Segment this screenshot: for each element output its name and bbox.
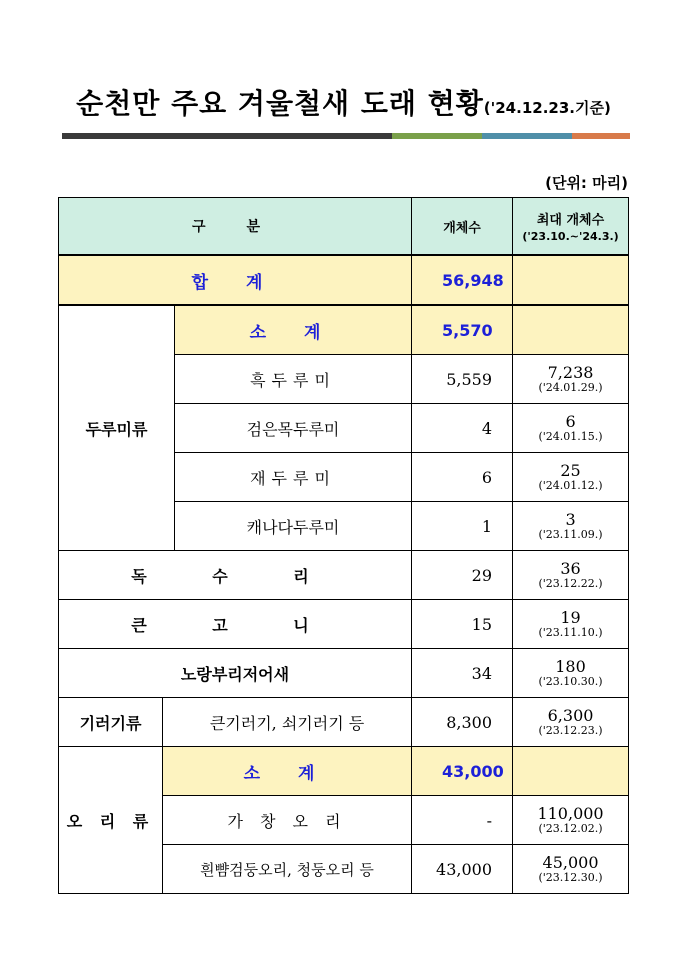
title-underline — [62, 133, 630, 139]
species-max — [513, 551, 629, 600]
table-row — [59, 600, 629, 649]
total-max — [513, 255, 629, 305]
total-label: 합 계 — [59, 255, 412, 305]
max-value: 45,000 — [542, 852, 599, 872]
crane-subtotal-count: 5,570 — [412, 305, 513, 355]
species-count: - — [412, 796, 513, 845]
total-row — [59, 255, 629, 305]
crane-subtotal-label: 소 계 — [175, 305, 412, 355]
max-date: ('23.12.02.) — [538, 821, 603, 835]
duck-subtotal-max — [513, 747, 629, 796]
max-date: ('23.12.22.) — [538, 576, 603, 590]
unit-label: (단위: 마리) — [545, 174, 628, 192]
species-max — [513, 698, 629, 747]
species-count: 1 — [412, 502, 513, 551]
species-name: 흑두루미 — [175, 355, 412, 404]
header-category: 구 분 — [59, 198, 412, 256]
species-count: 34 — [412, 649, 513, 698]
table-row — [59, 649, 629, 698]
page-title — [0, 82, 687, 122]
header-row — [59, 198, 629, 256]
species-name: 검은목두루미 — [175, 404, 412, 453]
group-duck: 오 리 류 — [59, 747, 163, 894]
table-row — [59, 698, 629, 747]
total-count: 56,948 — [412, 255, 513, 305]
species-name: 독 수 리 — [59, 551, 412, 600]
max-value: 36 — [560, 558, 581, 578]
underline-segment-dark — [62, 133, 392, 139]
species-max — [513, 453, 629, 502]
species-name: 캐나다두루미 — [175, 502, 412, 551]
species-name: 큰 고 니 — [59, 600, 412, 649]
species-count: 43,000 — [412, 845, 513, 894]
header-count: 개체수 — [412, 198, 513, 256]
species-count: 5,559 — [412, 355, 513, 404]
max-date: ('24.01.15.) — [538, 429, 603, 443]
bird-count-table — [58, 197, 629, 894]
max-date: ('23.11.09.) — [538, 527, 603, 541]
title-date: ('24.12.23.기준) — [483, 99, 611, 117]
crane-subtotal-row — [59, 305, 629, 355]
max-value: 19 — [560, 607, 581, 627]
species-max — [513, 404, 629, 453]
species-count: 6 — [412, 453, 513, 502]
table-row — [59, 551, 629, 600]
max-date: ('23.12.30.) — [538, 870, 603, 884]
max-date: ('24.01.29.) — [538, 380, 603, 394]
max-date: ('23.10.30.) — [538, 674, 603, 688]
max-date: ('23.11.10.) — [538, 625, 603, 639]
group-crane: 두루미류 — [59, 305, 175, 551]
max-value: 3 — [565, 509, 576, 529]
group-goose: 기러기류 — [59, 698, 163, 747]
title-main: 순천만 주요 겨울철새 도래 현황 — [76, 87, 484, 120]
max-value: 6 — [565, 411, 576, 431]
crane-subtotal-max — [513, 305, 629, 355]
max-value: 180 — [555, 656, 586, 676]
duck-subtotal-label: 소 계 — [163, 747, 412, 796]
species-name: 큰기러기, 쇠기러기 등 — [163, 698, 412, 747]
species-count: 15 — [412, 600, 513, 649]
species-name: 재두루미 — [175, 453, 412, 502]
species-name: 가 창 오 리 — [163, 796, 412, 845]
max-date: ('23.12.23.) — [538, 723, 603, 737]
species-count: 4 — [412, 404, 513, 453]
underline-segment-green — [392, 133, 482, 139]
duck-subtotal-count: 43,000 — [412, 747, 513, 796]
max-value: 25 — [560, 460, 581, 480]
underline-segment-blue — [482, 133, 572, 139]
species-max — [513, 649, 629, 698]
species-max — [513, 600, 629, 649]
max-value: 6,300 — [547, 705, 594, 725]
header-max-period: ('23.10.~'24.3.) — [522, 230, 619, 243]
underline-segment-orange — [572, 133, 630, 139]
species-count: 8,300 — [412, 698, 513, 747]
max-date: ('24.01.12.) — [538, 478, 603, 492]
max-value: 110,000 — [537, 803, 604, 823]
species-name: 흰뺨검둥오리, 청둥오리 등 — [163, 845, 412, 894]
species-max — [513, 355, 629, 404]
species-max — [513, 796, 629, 845]
species-name: 노랑부리저어새 — [59, 649, 412, 698]
species-count: 29 — [412, 551, 513, 600]
species-max — [513, 502, 629, 551]
duck-subtotal-row — [59, 747, 629, 796]
header-max — [513, 198, 629, 256]
max-value: 7,238 — [547, 362, 594, 382]
species-max — [513, 845, 629, 894]
header-max-label: 최대 개체수 — [536, 213, 605, 228]
